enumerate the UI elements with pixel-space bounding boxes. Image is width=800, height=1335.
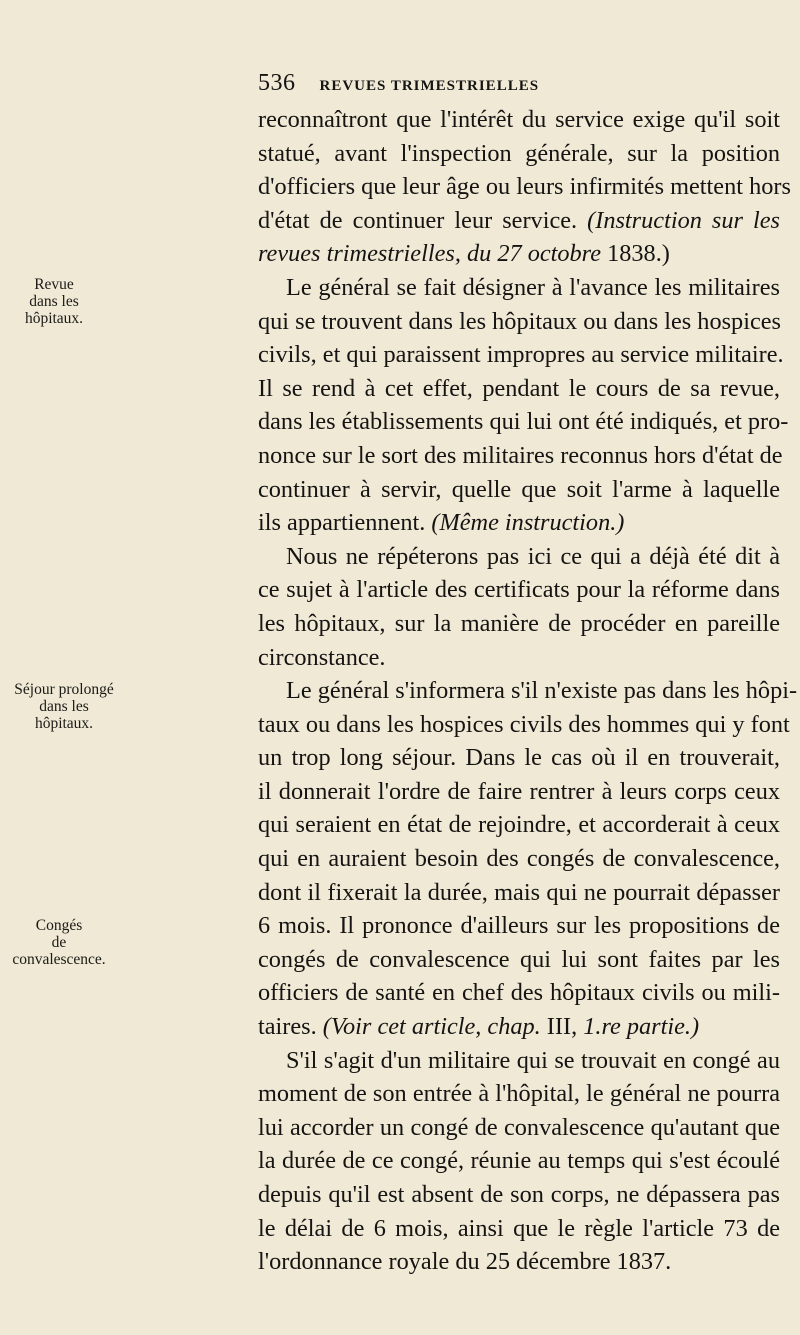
text-line: la durée de ce congé, réunie au temps qui s'est écoulé bbox=[258, 1147, 780, 1175]
text-line: civils, et qui paraissent impropres au service militaire. bbox=[258, 341, 784, 369]
text-line: l'ordonnance royale du 25 décembre 1837. bbox=[258, 1248, 672, 1276]
text-line: congés de convalescence qui lui sont faites par les bbox=[258, 945, 780, 973]
text-line: dont il fixerait la durée, mais qui ne pourrait dépasser bbox=[258, 878, 780, 906]
text-line: officiers de santé en chef des hôpitaux civils ou mili- bbox=[258, 979, 780, 1007]
text-line: 6 mois. Il prononce d'ailleurs sur les propositions de bbox=[258, 912, 780, 940]
text-line: continuer à servir, quelle que soit l'arme à laquelle bbox=[258, 475, 780, 503]
text-line: d'état de continuer leur service. (Instruction sur les bbox=[258, 206, 780, 234]
text-line: nonce sur le sort des militaires reconnus hors d'état de bbox=[258, 441, 783, 469]
text-line: taires. (Voir cet article, chap. III, 1.re partie.) bbox=[258, 1013, 700, 1041]
text-line: dans les établissements qui lui ont été indiqués, et pro- bbox=[258, 408, 789, 436]
text-line: S'il s'agit d'un militaire qui se trouvait en congé au bbox=[286, 1046, 780, 1074]
text-line: ils appartiennent. (Même instruction.) bbox=[258, 509, 625, 537]
text-line: circonstance. bbox=[258, 643, 386, 671]
text-line: un trop long séjour. Dans le cas où il en trouverait, bbox=[258, 744, 780, 772]
running-header bbox=[258, 70, 778, 97]
text-line: d'officiers que leur âge ou leurs infirmités mettent hors bbox=[258, 173, 791, 201]
text-line: qui se trouvent dans les hôpitaux ou dans les hospices bbox=[258, 307, 781, 335]
text-line: reconnaîtront que l'intérêt du service exige qu'il soit bbox=[258, 106, 780, 133]
text-line: depuis qu'il est absent de son corps, ne dépassera pas bbox=[258, 1181, 780, 1208]
text-line: taux ou dans les hospices civils des hommes qui y font bbox=[258, 710, 790, 738]
text-line: statué, avant l'inspection générale, sur la position bbox=[258, 139, 780, 167]
text-line: il donnerait l'ordre de faire rentrer à leurs corps ceux bbox=[258, 777, 780, 805]
margin-note-revue: Revue dans les hôpitaux. bbox=[24, 276, 84, 327]
page-number: 536 bbox=[258, 70, 296, 96]
text-line: lui accorder un congé de convalescence qu'autant que bbox=[258, 1113, 780, 1141]
margin-note-conges: Congés de convalescence. bbox=[12, 917, 106, 968]
text-line: Le général s'informera s'il n'existe pas dans les hôpi- bbox=[286, 677, 798, 705]
text-line: revues trimestrielles, du 27 octobre 1838.) bbox=[258, 240, 670, 268]
text-line: qui en auraient besoin des congés de convalescence, bbox=[258, 845, 780, 873]
text-line: les hôpitaux, sur la manière de procéder en pareille bbox=[258, 609, 780, 637]
text-line: Nous ne répéterons pas ici ce qui a déjà été dit à bbox=[286, 542, 780, 570]
text-line: ce sujet à l'article des certificats pour la réforme dans bbox=[258, 576, 780, 604]
text-line: moment de son entrée à l'hôpital, le général ne pourra bbox=[258, 1080, 780, 1108]
text-line: le délai de 6 mois, ainsi que le règle l'article 73 de bbox=[258, 1214, 780, 1242]
text-line: Le général se fait désigner à l'avance les militaires bbox=[286, 273, 780, 301]
body-text bbox=[258, 103, 798, 1279]
text-line: qui seraient en état de rejoindre, et accorderait à ceux bbox=[258, 811, 780, 839]
margin-note-sejour: Séjour prolongé dans les hôpitaux. bbox=[14, 681, 114, 732]
text-line: Il se rend à cet effet, pendant le cours de sa revue, bbox=[258, 374, 780, 402]
running-title: REVUES TRIMESTRIELLES bbox=[319, 78, 540, 94]
